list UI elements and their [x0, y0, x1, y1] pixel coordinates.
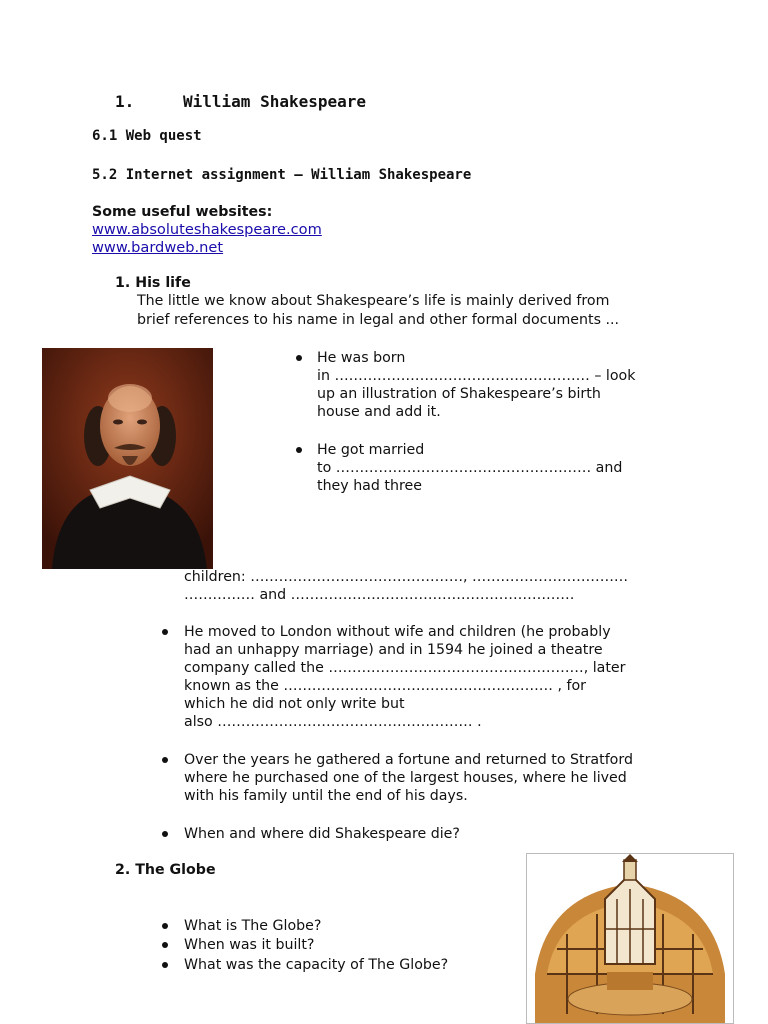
section-globe-heading: 2. The Globe	[115, 862, 216, 878]
portrait-drawing	[42, 348, 213, 569]
children-line-1: children: ………………………………………, ……………………………	[184, 569, 629, 585]
london-line-4: known as the ………………………………………………… , for	[184, 678, 586, 694]
bullet-dot	[162, 757, 168, 763]
globe-theatre-image	[526, 853, 734, 1024]
fortune-line-2: where he purchased one of the largest houses, where he lived	[184, 770, 627, 786]
born-line-1: He was born	[317, 350, 406, 366]
section-his-life-heading: 1. His life	[115, 275, 191, 291]
shakespeare-portrait-image	[42, 348, 213, 569]
page-title: William Shakespeare	[183, 92, 367, 111]
intro-line-2: brief references to his name in legal and other formal documents ...	[137, 312, 620, 328]
bullet-dot	[162, 629, 168, 635]
born-line-4: house and add it.	[317, 404, 441, 420]
married-line-3: they had three	[317, 478, 422, 494]
assignment-heading: 5.2 Internet assignment – William Shakespeare	[92, 167, 472, 183]
married-line-1: He got married	[317, 442, 425, 458]
intro-line-1: The little we know about Shakespeare’s life is mainly derived from	[137, 293, 610, 309]
london-line-3: company called the ………………………………………………, later	[184, 660, 626, 676]
link-absoluteshakespeare[interactable]: www.absoluteshakespeare.com	[92, 221, 322, 238]
bullet-dot	[162, 831, 168, 837]
london-line-6: also ……………………………………………… .	[184, 714, 482, 730]
bullet-dot	[296, 447, 302, 453]
webquest-heading: 6.1 Web quest	[92, 128, 202, 144]
fortune-line-3: with his family until the end of his days.	[184, 788, 468, 804]
globe-question-2: When was it built?	[184, 937, 315, 953]
london-line-2: had an unhappy marriage) and in 1594 he joined a theatre	[184, 642, 603, 658]
link-bardweb[interactable]: www.bardweb.net	[92, 239, 224, 256]
born-line-2: in ……………………………………………… – look	[317, 368, 636, 384]
title-number: 1.	[115, 92, 135, 111]
death-question: When and where did Shakespeare die?	[184, 826, 460, 842]
bullet-dot	[162, 942, 168, 948]
fortune-line-1: Over the years he gathered a fortune and returned to Stratford	[184, 752, 633, 768]
bullet-dot	[162, 962, 168, 968]
born-line-3: up an illustration of Shakespeare’s birth	[317, 386, 601, 402]
websites-heading: Some useful websites:	[92, 204, 273, 220]
london-line-1: He moved to London without wife and children (he probably	[184, 624, 611, 640]
globe-question-1: What is The Globe?	[184, 918, 322, 934]
children-line-2: …………… and ……………………………………………………	[184, 587, 575, 603]
bullet-dot	[162, 923, 168, 929]
married-line-2: to ……………………………………………… and	[317, 460, 623, 476]
globe-question-3: What was the capacity of The Globe?	[184, 957, 449, 973]
globe-drawing	[527, 854, 733, 1023]
bullet-dot	[296, 355, 302, 361]
london-line-5: which he did not only write but	[184, 696, 405, 712]
